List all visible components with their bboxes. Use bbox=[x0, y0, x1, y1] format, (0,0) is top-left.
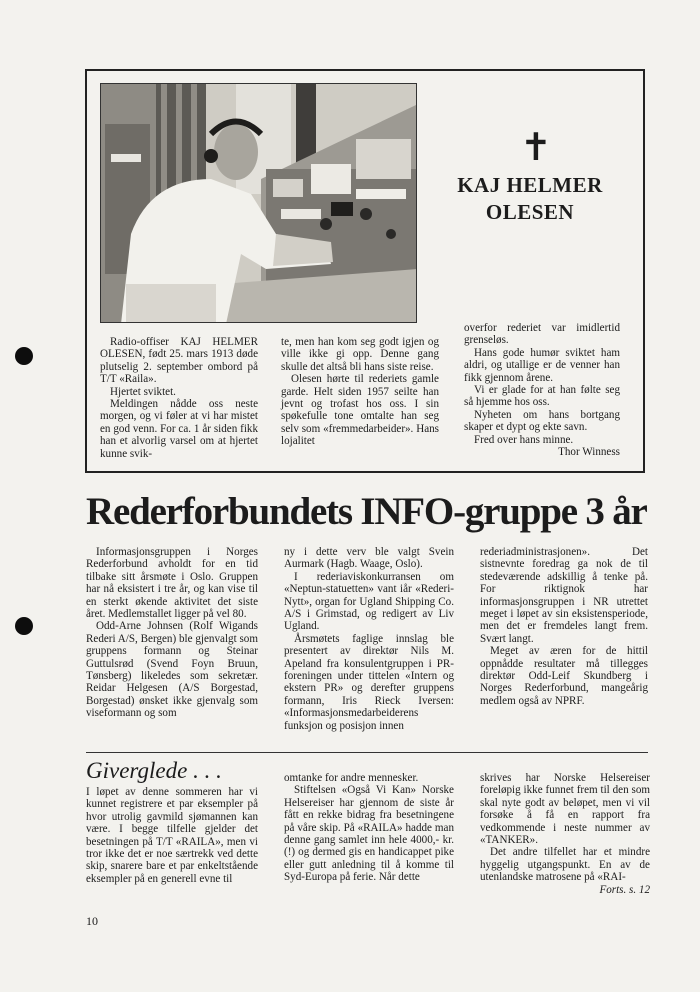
obituary-column-2 bbox=[281, 336, 439, 448]
obituary-name-line1: KAJ HELMER bbox=[457, 173, 603, 197]
paragraph: Radio-offiser KAJ HELMER OLESEN, født 25. mars 1913 døde plutselig 2. september ombord på T/T «Raila». bbox=[100, 336, 258, 386]
article-column-3 bbox=[480, 546, 648, 707]
giverglede-column-3 bbox=[480, 772, 650, 896]
paragraph: I løpet av denne sommeren har vi kunnet registrere et par eksempler på hvor utrolig gavmild sjømannen kan være. I begge tilfelle gjelder det besetningen på T/T «RAILA», men vi tror ikke det er noe særtrekk ved dette skip, snarere bare et par enkeltstående eksempler på en generell evne til bbox=[86, 786, 258, 885]
photo-illustration bbox=[101, 84, 417, 323]
obituary-signature: Thor Winness bbox=[558, 446, 620, 459]
paragraph: Meget av æren for de hittil oppnådde resultater må tillegges direktør Odd-Leif Skundberg i Norges Rederforbund, mangeårig medlem også av NPRF. bbox=[480, 645, 648, 707]
paragraph: Meldingen nådde oss neste morgen, og vi føler at vi har mistet en god venn. For ca. 1 år siden fikk han et alvorlig varsel om at hjertet kunne svik- bbox=[100, 398, 258, 460]
giverglede-title: Giverglede . . . bbox=[86, 758, 222, 783]
paragraph: te, men han kom seg godt igjen og ville ikke gi opp. Denne gang skulle det altså bli hans siste reise. bbox=[281, 336, 439, 373]
article-column-1 bbox=[86, 546, 258, 720]
article-column-2 bbox=[284, 546, 454, 732]
paragraph: omtanke for andre mennesker. bbox=[284, 772, 419, 784]
paragraph: Det andre tilfellet har et mindre hyggelig utgangspunkt. En av de utenlandske matrosene på «RAI- bbox=[480, 846, 650, 884]
obituary-name-line2: OLESEN bbox=[485, 200, 575, 224]
binder-hole-bottom bbox=[15, 617, 33, 635]
paragraph: Hjertet sviktet. bbox=[110, 385, 176, 398]
paragraph: Vi er glade for at han følte seg så hjemme hos oss. bbox=[464, 384, 620, 409]
paragraph: Nyheten om hans bortgang skaper et dypt og ekte savn. bbox=[464, 408, 620, 434]
paragraph: Informasjonsgruppen i Norges Rederforbund avholdt for en tid tilbake sitt årsmøte i Oslo. Gruppen har nå eksistert i tre år, og kan vise til en sterkt økende aktivitet det siste året. Medlemstallet ligger på vel 80. bbox=[86, 546, 258, 621]
paragraph: Fred over hans minne. bbox=[474, 433, 574, 446]
section-divider bbox=[86, 752, 648, 753]
obituary-name bbox=[430, 172, 630, 226]
paragraph: ny i dette verv ble valgt Svein Aurmark (Hagb. Waage, Oslo). bbox=[284, 546, 454, 571]
page-number: 10 bbox=[86, 914, 98, 928]
paragraph: skrives har Norske Helsereiser foreløpig ikke funnet frem til den som skal nyte godt av beløpet, men vi vil forsøke å få en rapport fra vedkommende i neste nummer av «TANKER». bbox=[480, 772, 650, 847]
paragraph: I rederiaviskonkurransen om «Neptun-statuetten» vant iår «Rederi-Nytt», organ for Ugland Shipping Co. A/S i Grimstad, og redigert av Liv Ugland. bbox=[284, 570, 454, 633]
giverglede-column-1 bbox=[86, 786, 258, 885]
paragraph: Odd-Arne Johnsen (Rolf Wigands Rederi A/S, Bergen) ble gjenvalgt som gruppens formann og Steinar Guttulsrød (Svend Foyn Bruun, Tønsberg) likeledes som sekretær. Reidar Helgesen (A/S Borgestad, Borgestad) ønsket ikke gjenvalg som viseformann og som bbox=[86, 620, 258, 720]
obituary-column-3 bbox=[464, 322, 620, 458]
paragraph: overfor rederiet var imidlertid grenseløs. bbox=[464, 322, 620, 347]
giverglede-column-2 bbox=[284, 772, 454, 884]
binder-hole-top bbox=[15, 347, 33, 365]
radio-officer-photo bbox=[100, 83, 417, 323]
continued-note: Forts. s. 12 bbox=[599, 883, 650, 896]
cross-icon: ✝ bbox=[520, 125, 552, 169]
obituary-column-1 bbox=[100, 336, 258, 460]
paragraph: Hans gode humør sviktet ham aldri, og utallige er de venner han fikk gjennom årene. bbox=[464, 346, 620, 384]
article-headline: Rederforbundets INFO-gruppe 3 år bbox=[86, 490, 647, 533]
paragraph: Stiftelsen «Også Vi Kan» Norske Helsereiser har gjennom de siste år fått en rekke bidrag fra besetningene på våre skip. På «RAILA» hadde man denne gang samlet inn hele 4000,- kr. (!) og dermed gis en handicappet pike eller gutt anledning til å komme til Syd-Europa på ferie. Når dette bbox=[284, 784, 454, 884]
paragraph: Olesen hørte til rederiets gamle garde. Helt siden 1957 seilte han jevnt og trofast hos oss. I sin spøkefulle tone omtalte han seg selv som «fremmedarbeider». Hans lojalitet bbox=[281, 373, 439, 448]
paragraph: rederiadministrasjonen». Det sistnevnte foredrag ga nok de til stedeværende adskillig å tenke på. For riktignok har informasjonsgruppen i NR utrettet meget i løpet av sin eksistensperiode, men det er fremdeles langt frem. Svært langt. bbox=[480, 546, 648, 645]
paragraph: Årsmøtets faglige innslag ble presentert av direktør Nils M. Apeland fra konsulentgruppen i PR-foreningen under tittelen «Intern og ekstern PR» og derefter gruppens formann, Iris Rieck Iversen: «Informasjonsmedarbeiderens funksjon og posisjon innen bbox=[284, 632, 454, 732]
